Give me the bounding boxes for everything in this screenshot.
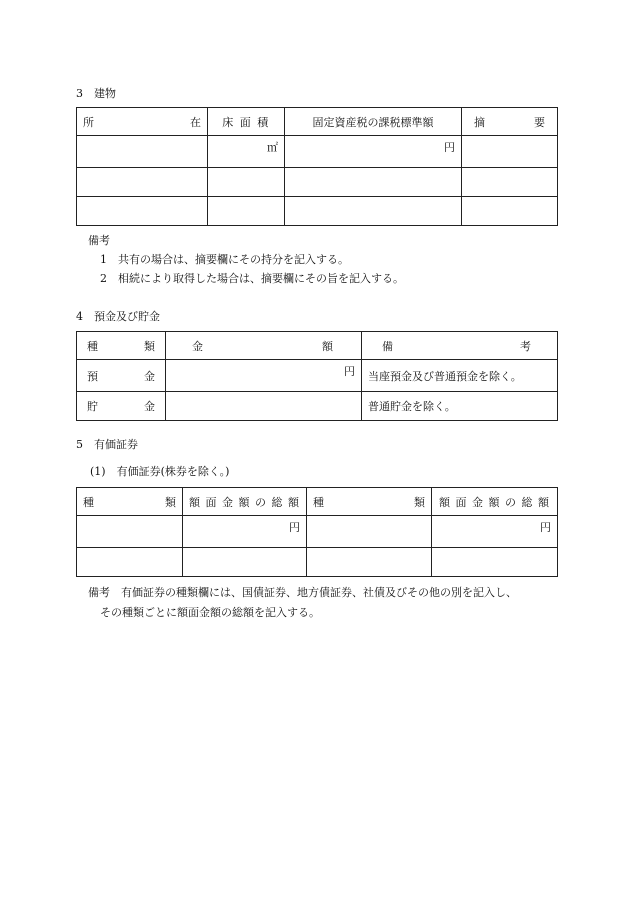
header-assessed-value: 固定資産税の課税標準額 <box>285 108 462 136</box>
header-total-face-value: 額 面 金 額 の 総 額 <box>183 488 307 516</box>
header-type: 種 類 <box>307 488 432 516</box>
remarks-cell[interactable] <box>462 197 558 226</box>
type-cell: 預 金 <box>77 360 166 392</box>
remarks-cell: 当座預金及び普通預金を除く。 <box>362 360 558 392</box>
amount-cell[interactable]: 円 <box>166 360 362 392</box>
deposits-table <box>76 331 558 421</box>
securities-note-line2: その種類ごとに額面金額の総額を記入する。 <box>100 606 320 619</box>
notes-title: 備考 <box>88 234 110 247</box>
table-row <box>77 136 558 168</box>
header-total-face-value: 額 面 金 額 の 総 額 <box>432 488 558 516</box>
building-table <box>76 107 558 226</box>
location-cell[interactable] <box>77 197 208 226</box>
type-cell[interactable] <box>307 516 432 548</box>
header-type: 種 類 <box>77 332 166 360</box>
table-header-row <box>77 108 558 136</box>
floor-area-cell[interactable] <box>208 168 285 197</box>
note-item: 1 共有の場合は、摘要欄にその持分を記入する。 <box>100 253 349 266</box>
assessed-value-cell[interactable]: 円 <box>285 136 462 168</box>
total-face-value-cell[interactable] <box>432 548 558 577</box>
total-face-value-cell[interactable]: 円 <box>432 516 558 548</box>
amount-cell[interactable] <box>166 392 362 421</box>
header-type: 種 類 <box>77 488 183 516</box>
type-cell[interactable] <box>77 548 183 577</box>
floor-area-cell[interactable] <box>208 197 285 226</box>
table-row <box>77 548 558 577</box>
table-row <box>77 516 558 548</box>
section4-heading: 4 預金及び貯金 <box>76 310 160 323</box>
type-cell: 貯 金 <box>77 392 166 421</box>
table-row <box>77 168 558 197</box>
header-amount: 金 額 <box>166 332 362 360</box>
securities-table <box>76 487 558 577</box>
floor-area-cell[interactable]: ㎡ <box>208 136 285 168</box>
table-row <box>77 197 558 226</box>
section3-heading: 3 建物 <box>76 87 116 100</box>
remarks-cell[interactable] <box>462 136 558 168</box>
note-item: 2 相続により取得した場合は、摘要欄にその旨を記入する。 <box>100 272 404 285</box>
table-row <box>77 360 558 392</box>
header-remarks: 備 考 <box>362 332 558 360</box>
header-floor-area: 床 面 積 <box>208 108 285 136</box>
section5-heading: 5 有価証券 <box>76 438 138 451</box>
assessed-value-cell[interactable] <box>285 168 462 197</box>
remarks-cell[interactable] <box>462 168 558 197</box>
table-header-row <box>77 332 558 360</box>
header-remarks: 摘 要 <box>462 108 558 136</box>
table-header-row <box>77 488 558 516</box>
remarks-cell: 普通貯金を除く。 <box>362 392 558 421</box>
table-row <box>77 392 558 421</box>
location-cell[interactable] <box>77 168 208 197</box>
section5-subheading: (1) 有価証券(株券を除く。) <box>90 465 230 478</box>
type-cell[interactable] <box>77 516 183 548</box>
total-face-value-cell[interactable]: 円 <box>183 516 307 548</box>
header-location: 所 在 <box>77 108 208 136</box>
location-cell[interactable] <box>77 136 208 168</box>
securities-note-line1: 備考 有価証券の種類欄には、国債証券、地方債証券、社債及びその他の別を記入し、 <box>88 586 517 599</box>
assessed-value-cell[interactable] <box>285 197 462 226</box>
type-cell[interactable] <box>307 548 432 577</box>
total-face-value-cell[interactable] <box>183 548 307 577</box>
